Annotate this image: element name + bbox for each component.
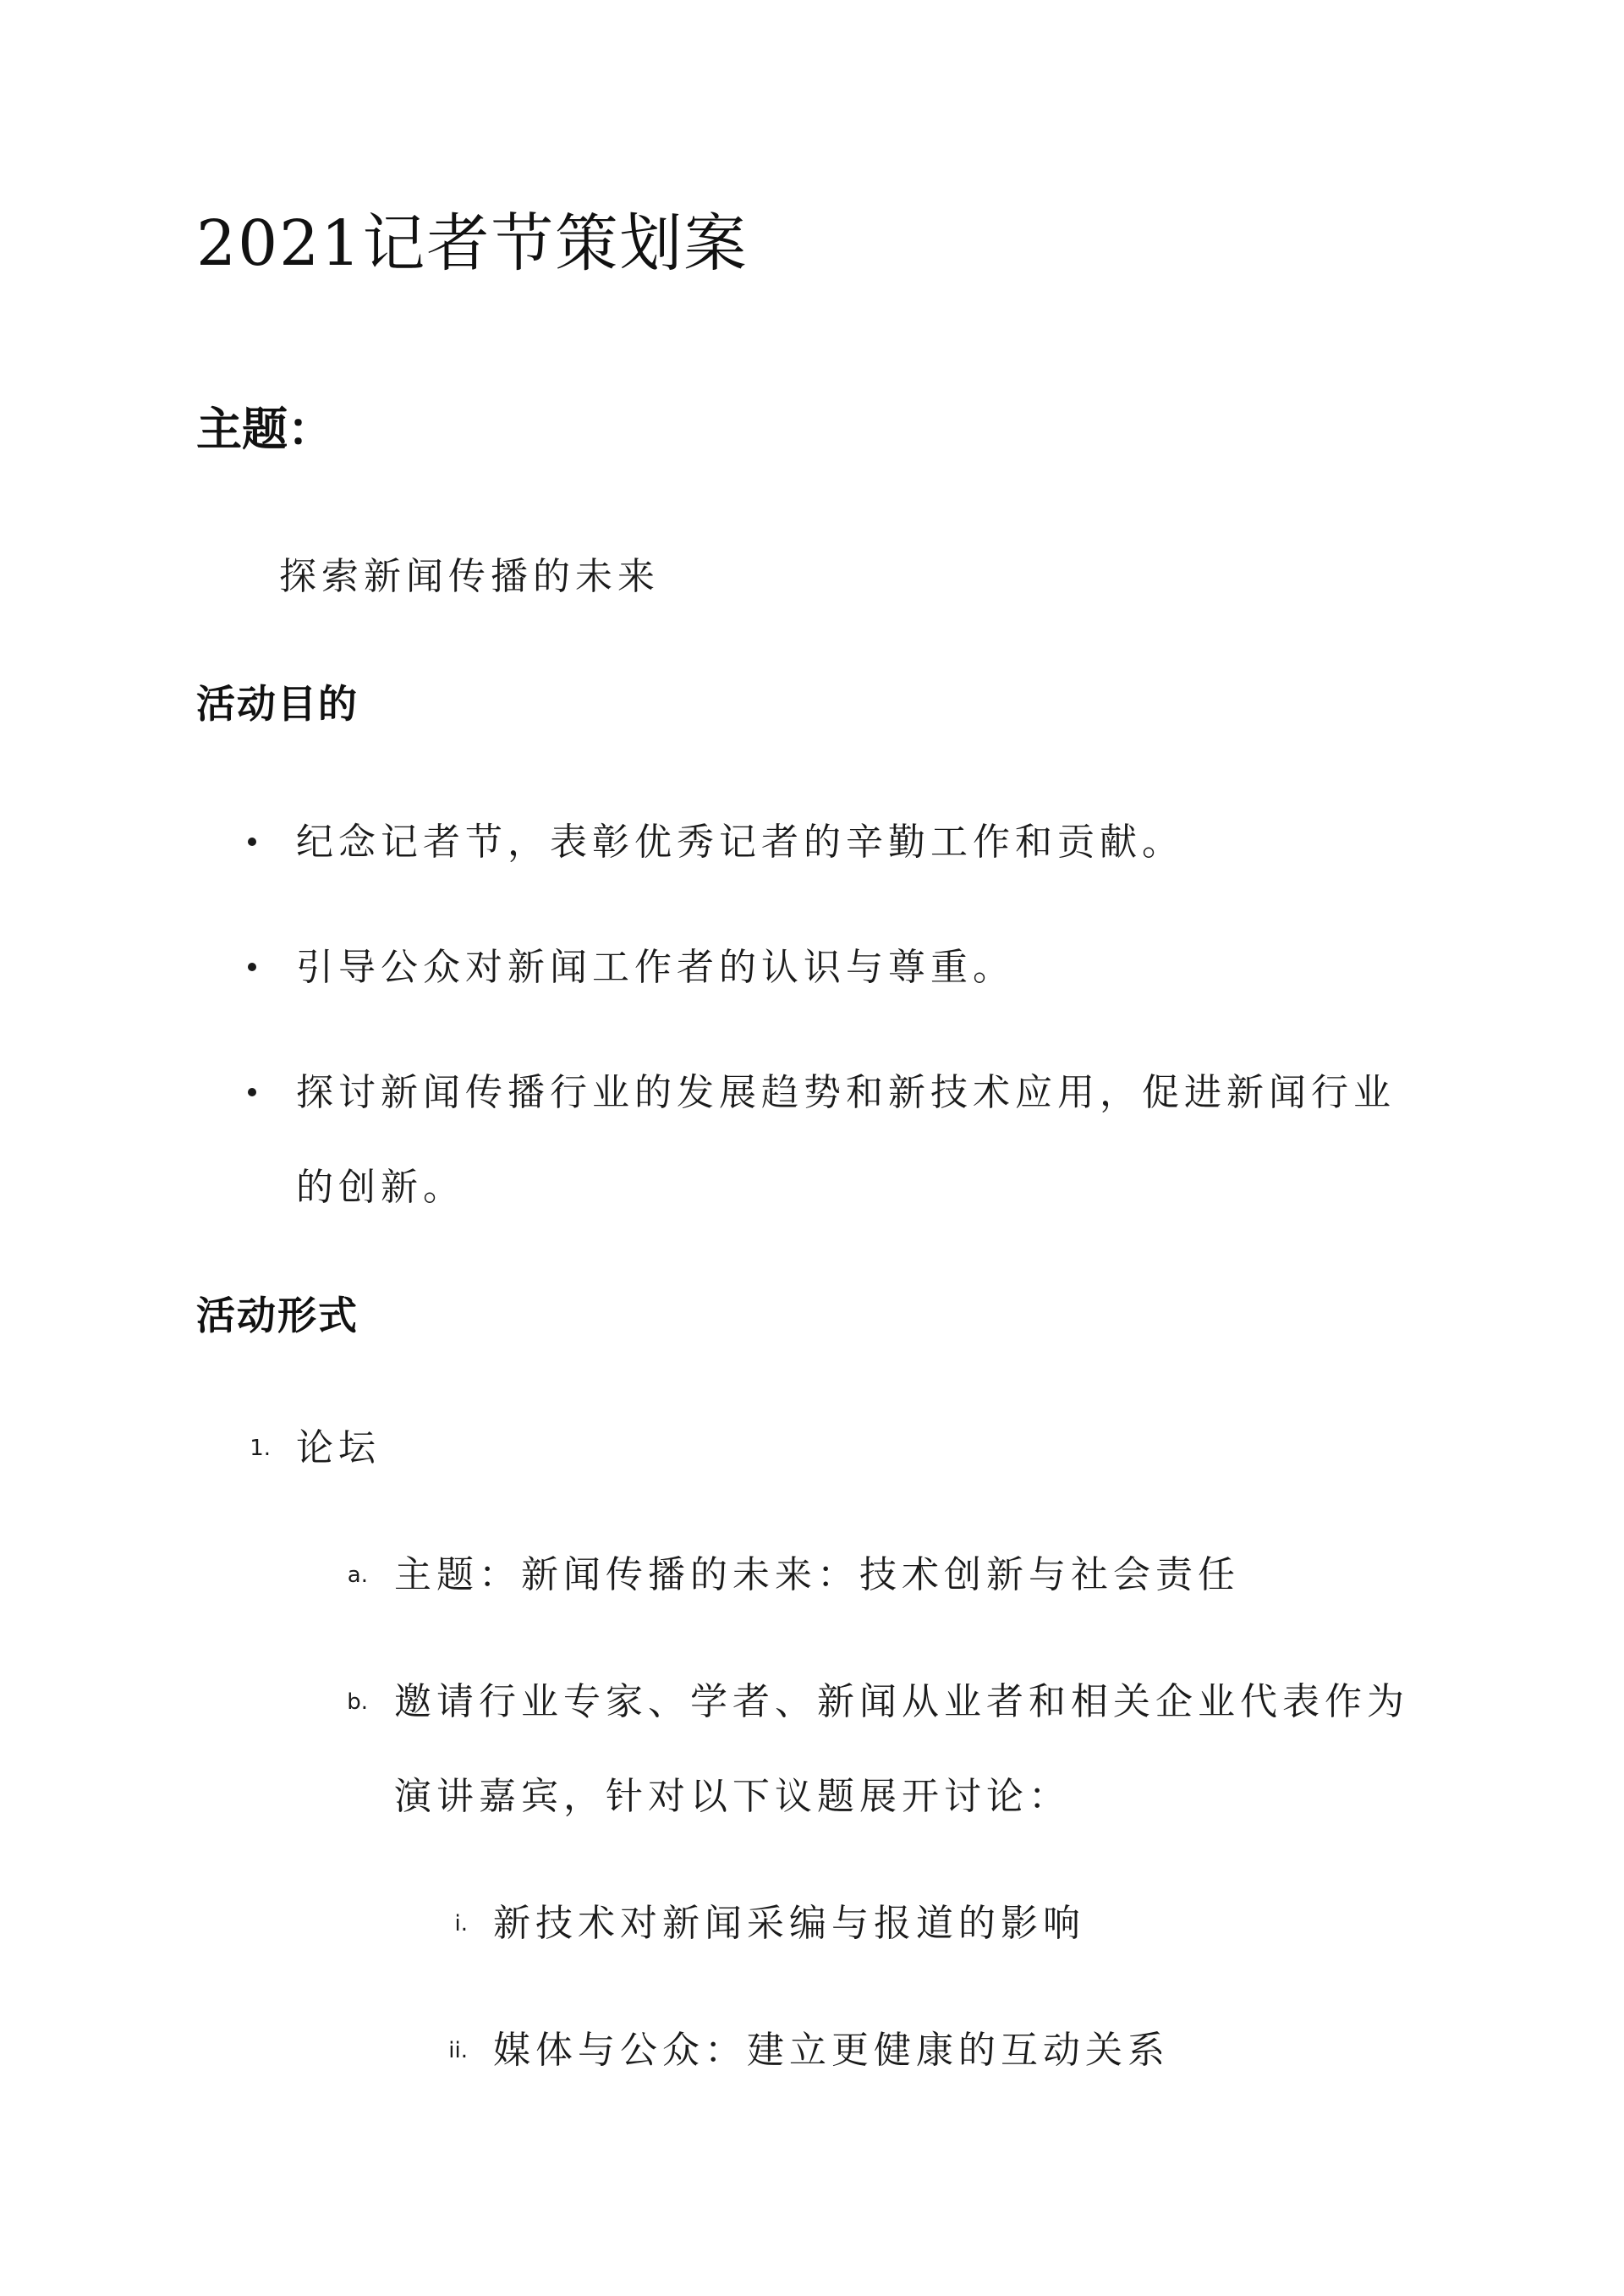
purpose-item: 纪念记者节，表彰优秀记者的辛勤工作和贡献。 — [296, 821, 1184, 864]
bullet-marker — [248, 838, 256, 846]
list-marker: a. — [347, 1563, 368, 1588]
forum-label: 论坛 — [296, 1426, 381, 1469]
format-heading: 活动形式 — [196, 1293, 359, 1338]
forum-sub-item: 主题：新闻传播的未来：技术创新与社会责任 — [394, 1553, 1240, 1596]
bullet-marker — [248, 1088, 256, 1096]
forum-topic: 媒体与公众：建立更健康的互动关系 — [493, 2029, 1170, 2072]
purpose-item: 引导公众对新闻工作者的认识与尊重。 — [296, 946, 1015, 989]
theme-text: 探索新闻传播的未来 — [279, 555, 660, 598]
bullet-marker — [248, 963, 256, 971]
forum-topic: 新技术对新闻采编与报道的影响 — [493, 1902, 1085, 1945]
purpose-heading: 活动目的 — [196, 681, 359, 727]
forum-sub-item-continuation: 演讲嘉宾，针对以下议题展开讨论： — [394, 1775, 1071, 1818]
list-marker: ii. — [448, 2038, 468, 2063]
forum-sub-item: 邀请行业专家、学者、新闻从业者和相关企业代表作为 — [394, 1680, 1409, 1723]
list-marker: 1. — [250, 1436, 271, 1461]
document-title: 2021记者节策划案 — [196, 207, 749, 280]
purpose-item: 探讨新闻传播行业的发展趋势和新技术应用，促进新闻行业 — [296, 1071, 1396, 1114]
list-marker: b. — [347, 1689, 368, 1715]
list-marker: i. — [454, 1911, 468, 1936]
purpose-item-continuation: 的创新。 — [296, 1166, 465, 1209]
theme-heading: 主题： — [196, 403, 333, 456]
